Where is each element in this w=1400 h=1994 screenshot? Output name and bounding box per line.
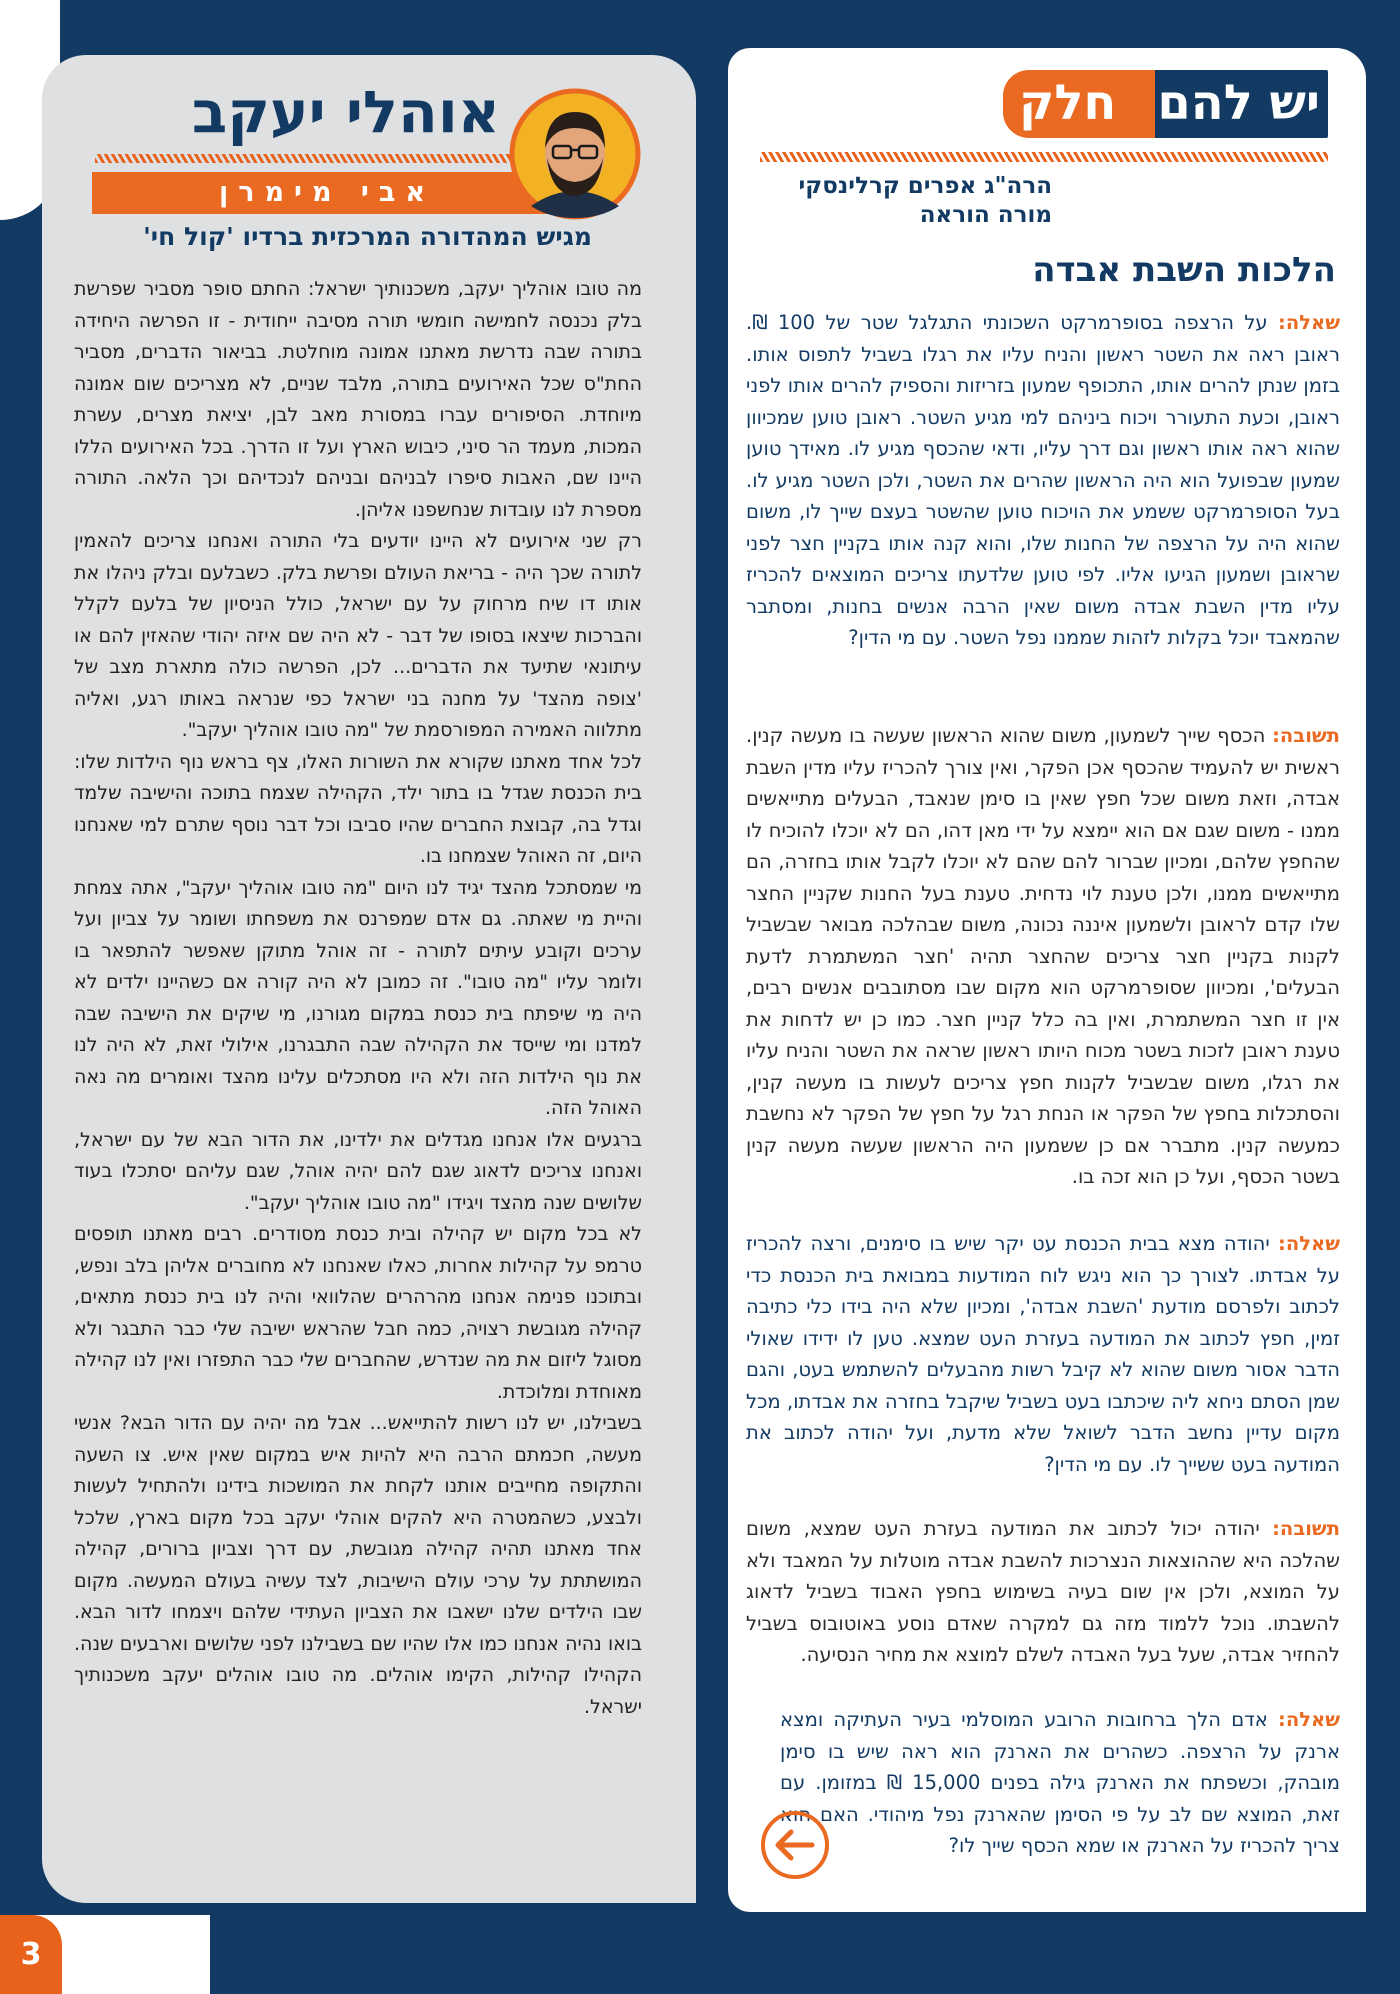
question-3 (780, 1704, 1340, 1862)
opinion-body (74, 274, 642, 1723)
arrow-left-icon[interactable] (760, 1810, 830, 1880)
question-label: שאלה: (1278, 1708, 1340, 1731)
question-text: על הרצפה בסופרמרקט השכונתי התגלגל שטר של 100 ₪. ראובן ראה את השטר ראשון והניח עליו את רגלו בשביל לתפוס אותו. בזמן שנתן להרים אותו, התכופף שמעון בזריזות והספיק להרים אותו לפני ראובן, וכעת התעורר ויכוח ביניהם למי מגיע השטר. ראובן טוען שמכיוון שהוא ראה אותו ראשון וגם דרך עליו, ודאי שהכסף מגיע לו. מאידך טוען שמעון שבפועל הוא היה הראשון שהרים את השטר, ולכן השטר מגיע לו. בעל הסופרמרקט ששמע את הויכוח טוען שהשטר בעצם שייך לו, משום שהוא היה על הרצפה של החנות שלו, והוא קנה אותו בקניין חצר לפני שראובן ושמעון הגיעו אליו. לפי טוען שלדעתו צריכים המוצאים להכריז עליו מדין השבת אבדה משום שאין הרבה אנשים בחנות, ומסתבר שהמאבד יוכל בקלות לזהות שממנו נפל השטר. עם מי הדין? (746, 311, 1340, 649)
logo-word-a: יש להם (1157, 75, 1320, 131)
decorative-stripe (95, 154, 565, 163)
paragraph: מה טובו אוהליך יעקב, משכנותיך ישראל: החתם סופר מסביר שפרשת בלק נכנסה לחמישה חומשי תורה מסיבה ייחודית - זו הפרשה היחידה בתורה שבה נדרשת מאתנו אמונה מוחלטת. בביאור הדברים, מסביר החת"ס שכל האירועים בתורה, מלבד שניים, לא מצריכים שום אמונה מיוחדת. הסיפורים עברו במסורת מאב לבן, יציאת מצרים, עשרת המכות, מעמד הר סיני, כיבוש הארץ ועל זו הדרך. בכל האירועים הללו היינו שם, האבות סיפרו לבניהם ובניהם לנכדיהם וכך הלאה. התורה מספרת לנו עובדות שנחשפנו אליהן. (74, 278, 642, 521)
answer-2 (746, 1513, 1340, 1671)
paragraph: רק שני אירועים לא היינו יודעים בלי התורה ואנחנו צריכים להאמין לתורה שכך היה - בריאת העולם ופרשת בלק. כשבלעם ובלק ניהלו את אותו דו שיח מרחוק על עם ישראל, כולל הניסיון של בלעם לקלל והברכות שיצאו בסופו של דבר - לא היה שם איזה יהודי שהאזין להם או עיתונאי שתיעד את הדברים... לכן, הפרשה כולה מתארת מצב של 'צופה מהצד' על מחנה בני ישראל כפי שנראה באותו רגע, ואליה מתלווה האמירה המפורסמת של "מה טובו אוהליך יעקב". (74, 530, 642, 741)
paragraph: לא בכל מקום יש קהילה ובית כנסת מסודרים. רבים מאתנו תופסים טרמפ על קהילות אחרות, כאלו שאנחנו לא מחוברים אליהן בלב ונפש, ובתוכנו פנימה אנחנו מהרהרים שהלוואי והיה לנו בית כנסת מתאים, קהילה מגובשת רצויה, כמה חבל שהראש ישיבה שלי כבר התבגר ולא מסוגל ליזום את מה שנדרש, שהחברים שלי כבר התפזרו ואין לנו קהילה מאוחדת ומלוכדת. (74, 1223, 642, 1403)
answer-text: הכסף שייך לשמעון, משום שהוא הראשון שעשה בו מעשה קנין. ראשית יש להעמיד שהכסף אכן הפקר, ואין צורך להכריז עליו מדין השבת אבדה, וזאת משום שכל חפץ שאין בו סימן שנאבד, הבעלים מתייאשים ממנו - משום שגם אם הוא יימצא על ידי מאן דהו, הם לא יוכלו להוכיח לו שהחפץ שלהם, ומכיון שברור להם שהם לא יוכלו לקבל אותו בחזרה, הם מתייאשים ממנו, ולכן טענת לוי נדחית. טענת בעל החנות שקניין החצר שלו קדם לראובן ולשמעון איננה נכונה, משום שבהלכה מבואר שבשביל לקנות בקניין חצר צריכים שהחצר תהיה 'חצר המשתמרת לדעת הבעלים', ומכיוון שסופרמרקט הוא מקום שבו מסתובבים אנשים רבים, אין זו חצר המשתמרת, ואין בה כלל קניין חצר. כמו כן יש לדחות את טענת ראובן לזכות בשטר מכוח היותו ראשון שראה את השטר והניח עליו את רגלו, משום שבשביל לקנות חפץ צריכים לעשות בו מעשה קנין, והסתכלות בחפץ של הפקר או הנחת רגל על חפץ של הפקר לא נחשבת כמעשה קנין. מתברר אם כן ששמעון היה הראשון שעשה מעשה קנין בשטר הכסף, ועל כן הוא זכה בו. (746, 724, 1340, 1188)
logo-word-b: חלק (1019, 75, 1117, 131)
column-logo (1003, 70, 1328, 140)
author-name: הרה"ג אפרים קרלינסקי (798, 173, 1052, 199)
avatar-illustration (509, 88, 641, 220)
opinion-title: אוהלי יעקב (191, 78, 500, 146)
answer-1 (746, 720, 1340, 1193)
question-text: אדם הלך ברחובות הרובע המוסלמי בעיר העתיקה ומצא ארנק על הרצפה. כשהרים את הארנק הוא ראה שיש בו סימן מובהק, וכשפתח את הארנק גילה בפנים 15,000 ₪ במזומן. עם זאת, המוצא שם לב על פי הסימן שהארנק נפל מיהודי. האם הוא צריך להכריז על הארנק או שמא הכסף שייך לו? (780, 1708, 1341, 1857)
opinion-subtitle: מגיש המהדורה המרכזית ברדיו 'קול חי' (143, 222, 592, 251)
article-title: הלכות השבת אבדה (1032, 250, 1336, 290)
question-1 (746, 307, 1340, 654)
page-number: 3 (0, 1915, 62, 1994)
paragraph: מי שמסתכל מהצד יגיד לנו היום "מה טובו אוהליך יעקב", אתה צמחת והיית מי שאתה. גם אדם שמפרנס את משפחתו ושומר על צביון ועל ערכים וקובע עיתים לתורה - זה אוהל מתוקן שאפשר להתפאר בו ולומר עליו "מה טובו". זה כמובן לא היה קורה אם כשהיינו ילדים לא היה מי שיפתח בית כנסת במקום מגורנו, מי שיקים את הישיבה שבה למדנו ומי שייסד את הקהילה שבה התבגרנו, אילולי זאת, לא היה לנו את נוף הילדות הזה ולא היו מסתכלים עלינו מהצד ואומרים מה נאה האוהל הזה. (74, 876, 642, 1119)
question-label: שאלה: (1278, 311, 1340, 334)
answer-label: תשובה: (1272, 724, 1340, 747)
question-text: יהודה מצא בבית הכנסת עט יקר שיש בו סימנים, ורצה להכריז על אבדתו. לצורך כך הוא ניגש לוח המודעות במבואת בית הכנסת כדי לכתוב ולפרסם מודעת 'השבת אבדה', ומכיון שלא היה בידו כלי כתיבה זמין, חפץ לכתוב את המודעה בעזרת העט שמצא. טען לו ידידו שאולי הדבר אסור משום שהוא לא קיבל רשות מהבעלים להשתמש בעט, והגם שמן הסתם ניחא ליה שיכתבו בעט בשביל שיקבל בחזרה את אבדתו, מכל מקום עדיין נחשב הדבר לשואל שלא מדעת, ועל יהודה לכתוב את המודעה בעט ששייך לו. עם מי הדין? (746, 1232, 1340, 1476)
author-name-bar: אבי מימרן (92, 172, 562, 214)
paragraph: בשבילנו, יש לנו רשות להתייאש... אבל מה יהיה עם הדור הבא? אנשי מעשה, חכמתם הרבה היא להיות איש במקום שאין איש. צו השעה והתקופה מחייבים אותנו לקחת את המושכות בידינו ולהתחיל לעשות ולבצע, כשהמטרה היא להקים אוהלי יעקב בכל מקום בארץ, שלכל אחד מאתנו תהיה קהילה מגובשת, עם דרך וצביון ברורים, קהילה המושתתת על ערכי עולם הישיבות, לצד עשיה בעולם המעשה. מקום שבו הילדים שלנו ישאבו את הצביון העתידי שלהם ויצמחו לדור הבא. בואו נהיה אנחנו כמו אלו שהיו שם בשבילנו לפני שלושים וארבעים שנה. הקהילו קהילות, הקימו אוהלים. מה טובו אוהלים יעקב משכנותיך ישראל. (74, 1412, 642, 1718)
decorative-stripe (760, 152, 1328, 162)
answer-text: יהודה יכול לכתוב את המודעה בעזרת העט שמצא, משום שהלכה היא שההוצאות הנצרכות להשבת אבדה מוטלות על המאבד ולא על המוצא, ולכן אין שום בעיה בשימוש בחפץ האבוד בשביל לדאוג להשבתו. נוכל ללמוד מזה גם למקרה שאדם נוסע באוטובוס בשביל להחזיר אבדה, שעל בעל האבדה לשלם למוצא את מחיר הנסיעה. (746, 1517, 1340, 1666)
author-role: מורה הוראה (919, 202, 1052, 228)
halacha-author (732, 172, 1052, 230)
answer-label: תשובה: (1272, 1517, 1341, 1540)
question-label: שאלה: (1278, 1232, 1340, 1255)
paragraph: לכל אחד מאתנו שקורא את השורות האלו, צף בראש נוף הילדות שלו: בית הכנסת שגדל בו בתור ילד, הקהילה שצמח בתוכה והישיבה שלמד וגדל בה, קבוצת החברים שהיו סביבו וכל דבר נוסף שתרם למי שאנחנו היום, זה האוהל שצמחנו בו. (74, 750, 642, 867)
question-2 (746, 1228, 1340, 1480)
paragraph: ברגעים אלו אנחנו מגדלים את ילדינו, את הדור הבא של עם ישראל, ואנחנו צריכים לדאוג שגם להם יהיה אוהל, שגם עליהם יסתכלו בעוד שלושים שנה מהצד ויגידו "מה טובו אוהליך יעקב". (74, 1128, 642, 1214)
